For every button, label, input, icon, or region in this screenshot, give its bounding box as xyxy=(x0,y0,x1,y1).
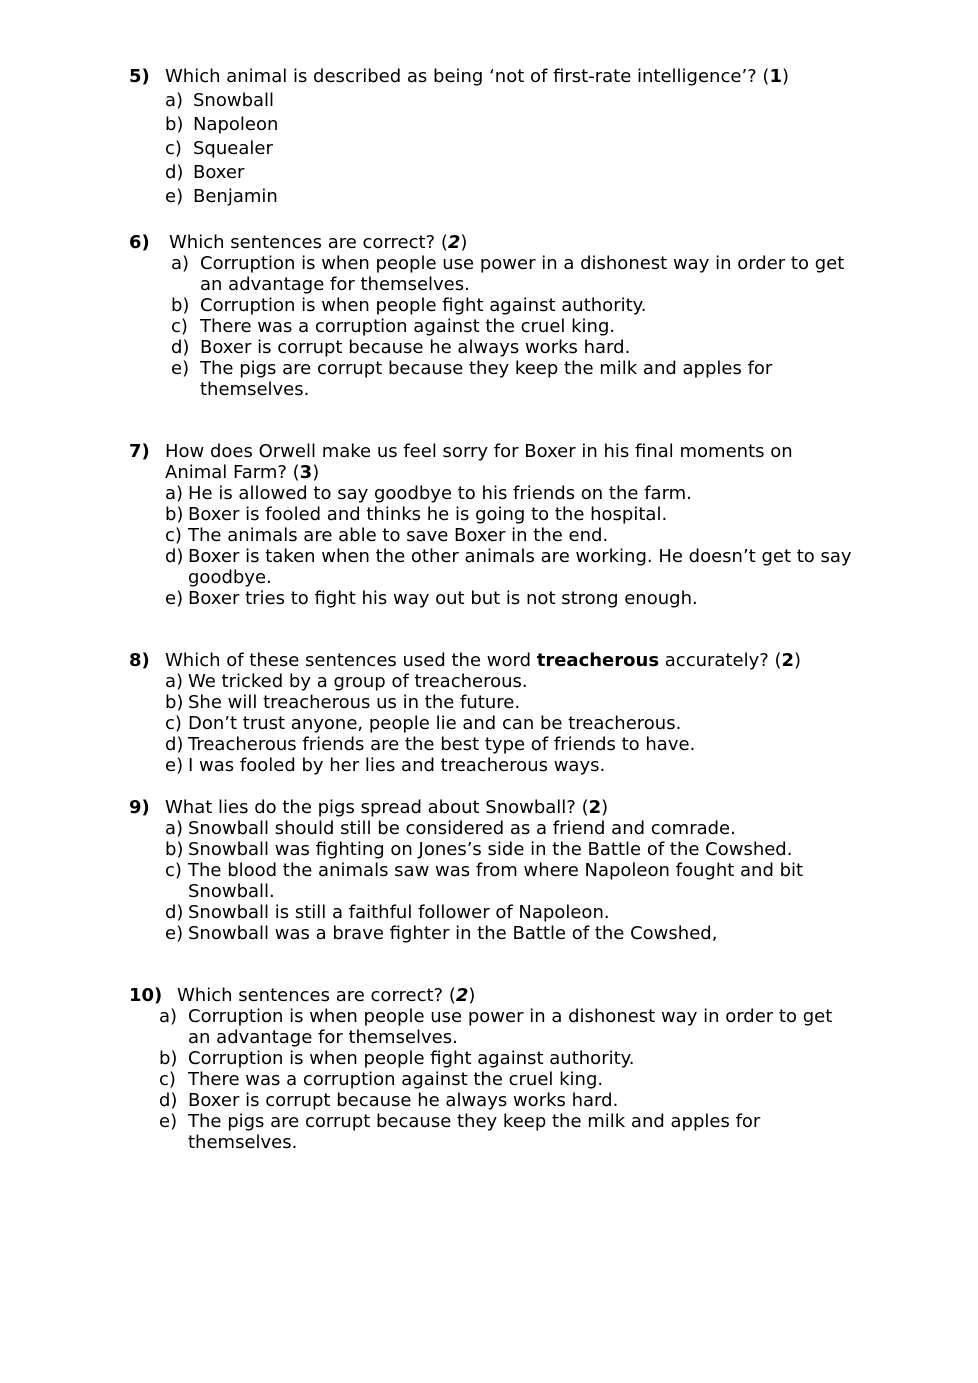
question-stem: Which of these sentences used the word treacherous accurately? (2) xyxy=(165,650,802,671)
option-text: Boxer is taken when the other animals are working. He doesn’t get to say xyxy=(188,546,852,567)
option-text: Treacherous friends are the best type of friends to have. xyxy=(188,734,696,755)
option-letter: b) xyxy=(171,295,190,316)
question-stem: Which sentences are correct? (2) xyxy=(177,985,476,1006)
option-text-continued: an advantage for themselves. xyxy=(200,274,470,295)
option-text: Boxer is fooled and thinks he is going to the hospital. xyxy=(188,504,668,525)
option-letter: d) xyxy=(165,162,184,183)
option-text-continued: themselves. xyxy=(200,379,310,400)
option-letter: e) xyxy=(165,588,184,609)
option-letter: a) xyxy=(165,90,184,111)
option-letter: e) xyxy=(165,186,184,207)
option-text: The blood the animals saw was from where Napoleon fought and bit xyxy=(188,860,804,881)
question-stem: Which sentences are correct? (2) xyxy=(169,232,468,253)
option-text: Corruption is when people use power in a dishonest way in order to get xyxy=(200,253,845,274)
option-text: Snowball xyxy=(193,90,275,111)
option-letter: d) xyxy=(171,337,190,358)
option-letter: a) xyxy=(165,671,184,692)
option-text: Snowball was fighting on Jones’s side in the Battle of the Cowshed. xyxy=(188,839,793,860)
option-letter: c) xyxy=(165,860,182,881)
option-letter: c) xyxy=(165,713,182,734)
question-number: 6) xyxy=(129,232,150,253)
option-letter: d) xyxy=(165,902,184,923)
option-letter: a) xyxy=(165,818,184,839)
question-number: 7) xyxy=(129,441,150,462)
option-text: Benjamin xyxy=(193,186,278,207)
option-letter: e) xyxy=(171,358,190,379)
option-text: Corruption is when people fight against authority. xyxy=(188,1048,635,1069)
option-text: Snowball should still be considered as a friend and comrade. xyxy=(188,818,736,839)
question-stem: How does Orwell make us feel sorry for Boxer in his final moments on xyxy=(165,441,793,462)
option-text: Don’t trust anyone, people lie and can be treacherous. xyxy=(188,713,682,734)
question-stem: Which animal is described as being ‘not of first-rate intelligence’? (1) xyxy=(165,66,790,87)
option-text: There was a corruption against the cruel king. xyxy=(188,1069,604,1090)
option-text: I was fooled by her lies and treacherous ways. xyxy=(188,755,606,776)
option-text: The pigs are corrupt because they keep the milk and apples for xyxy=(200,358,773,379)
option-text: The pigs are corrupt because they keep the milk and apples for xyxy=(188,1111,761,1132)
question-stem: What lies do the pigs spread about Snowball? (2) xyxy=(165,797,609,818)
option-text: Napoleon xyxy=(193,114,279,135)
option-letter: b) xyxy=(165,504,184,525)
option-text: Boxer tries to fight his way out but is not strong enough. xyxy=(188,588,698,609)
option-letter: b) xyxy=(165,114,184,135)
option-letter: d) xyxy=(165,546,184,567)
question-number: 5) xyxy=(129,66,150,87)
option-text: She will treacherous us in the future. xyxy=(188,692,521,713)
keyword: treacherous xyxy=(536,650,660,671)
option-letter: d) xyxy=(159,1090,178,1111)
option-text-continued: an advantage for themselves. xyxy=(188,1027,458,1048)
option-letter: c) xyxy=(171,316,188,337)
option-letter: b) xyxy=(165,692,184,713)
option-text-continued: themselves. xyxy=(188,1132,298,1153)
option-letter: b) xyxy=(159,1048,178,1069)
option-letter: e) xyxy=(165,755,184,776)
option-text: We tricked by a group of treacherous. xyxy=(188,671,528,692)
option-text: Boxer is corrupt because he always works hard. xyxy=(188,1090,619,1111)
question-number: 10) xyxy=(129,985,163,1006)
option-letter: d) xyxy=(165,734,184,755)
option-text: Corruption is when people use power in a dishonest way in order to get xyxy=(188,1006,833,1027)
option-letter: b) xyxy=(165,839,184,860)
option-text: Boxer is corrupt because he always works hard. xyxy=(200,337,631,358)
option-text: Boxer xyxy=(193,162,245,183)
option-letter: e) xyxy=(159,1111,178,1132)
option-text: The animals are able to save Boxer in the end. xyxy=(188,525,609,546)
option-letter: a) xyxy=(171,253,190,274)
option-text: Snowball is still a faithful follower of Napoleon. xyxy=(188,902,610,923)
option-letter: a) xyxy=(159,1006,178,1027)
option-letter: a) xyxy=(165,483,184,504)
option-text: There was a corruption against the cruel king. xyxy=(200,316,616,337)
option-text-continued: Snowball. xyxy=(188,881,275,902)
option-text-continued: goodbye. xyxy=(188,567,272,588)
option-text: Corruption is when people fight against authority. xyxy=(200,295,647,316)
option-text: Snowball was a brave fighter in the Battle of the Cowshed, xyxy=(188,923,718,944)
option-text: He is allowed to say goodbye to his friends on the farm. xyxy=(188,483,692,504)
option-letter: e) xyxy=(165,923,184,944)
question-number: 9) xyxy=(129,797,150,818)
question-number: 8) xyxy=(129,650,150,671)
option-letter: c) xyxy=(165,525,182,546)
option-letter: c) xyxy=(159,1069,176,1090)
option-text: Squealer xyxy=(193,138,273,159)
option-letter: c) xyxy=(165,138,182,159)
question-stem-continued: Animal Farm? (3) xyxy=(165,462,320,483)
